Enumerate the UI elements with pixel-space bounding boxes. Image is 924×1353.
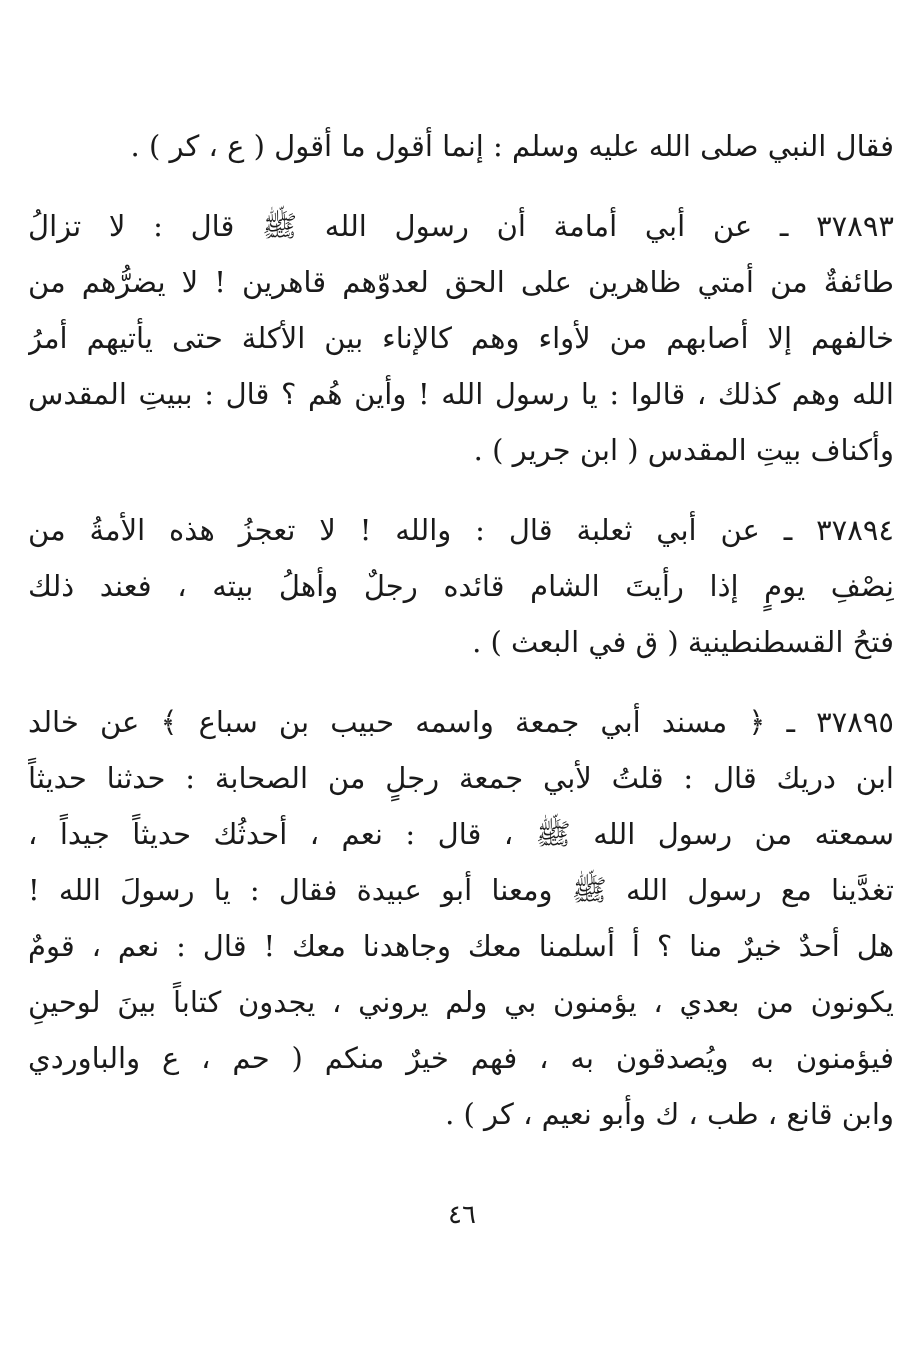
text-line: ٣٧٨٩٥ ـ ﴿ مسند أبي جمعة واسمه حبيب بن سباع ﴾ عن خالد xyxy=(28,705,894,739)
text-line: فتحُ القسطنطينية ( ق في البعث ) . xyxy=(472,625,894,659)
text-line: الله وهم كذلك ، قالوا : يا رسول الله ! وأين هُم ؟ قال : ببيتِ المقدس xyxy=(28,377,894,411)
text-line: وأكناف بيتِ المقدس ( ابن جرير ) . xyxy=(473,433,894,467)
text-line: نِصْفِ يومٍ إذا رأيتَ الشام قائده رجلٌ وأهلُ بيته ، فعند ذلك xyxy=(28,569,894,603)
hadith-37894 xyxy=(28,502,894,670)
text-line: وابن قانع ، طب ، ك وأبو نعيم ، كر ) . xyxy=(445,1097,894,1131)
text-line: سمعته من رسول الله ﷺ ، قال : نعم ، أحدثُك حديثاً جيداً ، xyxy=(28,817,894,851)
text-line: طائفةٌ من أمتي ظاهرين على الحق لعدوّهم قاهرين ! لا يضرُّهم من xyxy=(28,265,894,299)
page-number: ٤٦ xyxy=(448,1200,476,1230)
text-line: ٣٧٨٩٤ ـ عن أبي ثعلبة قال : والله ! لا تعجزُ هذه الأمةُ من xyxy=(28,513,894,547)
text-line: هل أحدٌ خيرٌ منا ؟ أ أسلمنا معك وجاهدنا معك ! قال : نعم ، قومٌ xyxy=(28,929,894,963)
text-line: خالفهم إلا أصابهم من لأواء وهم كالإناء بين الأكلة حتى يأتيهم أمرُ xyxy=(28,321,894,355)
text-line: يكونون من بعدي ، يؤمنون بي ولم يروني ، يجدون كتاباً بينَ لوحينِ xyxy=(28,985,894,1019)
text-line: فقال النبي صلى الله عليه وسلم : إنما أقول ما أقول ( ع ، كر ) . xyxy=(130,129,894,163)
paragraph-continuation xyxy=(28,118,894,174)
text-line: ابن دريك قال : قلتُ لأبي جمعة رجلٍ من الصحابة : حدثنا حديثاً xyxy=(28,761,894,795)
hadith-37895 xyxy=(28,694,894,1142)
text-line: تغدَّينا مع رسول الله ﷺ ومعنا أبو عبيدة فقال : يا رسولَ الله ! xyxy=(28,873,894,907)
text-line: فيؤمنون به ويُصدقون به ، فهم خيرٌ منكم ( حم ، ع والباوردي xyxy=(28,1041,894,1075)
hadith-37893 xyxy=(28,198,894,478)
text-line: ٣٧٨٩٣ ـ عن أبي أمامة أن رسول الله ﷺ قال : لا تزالُ xyxy=(28,209,894,243)
